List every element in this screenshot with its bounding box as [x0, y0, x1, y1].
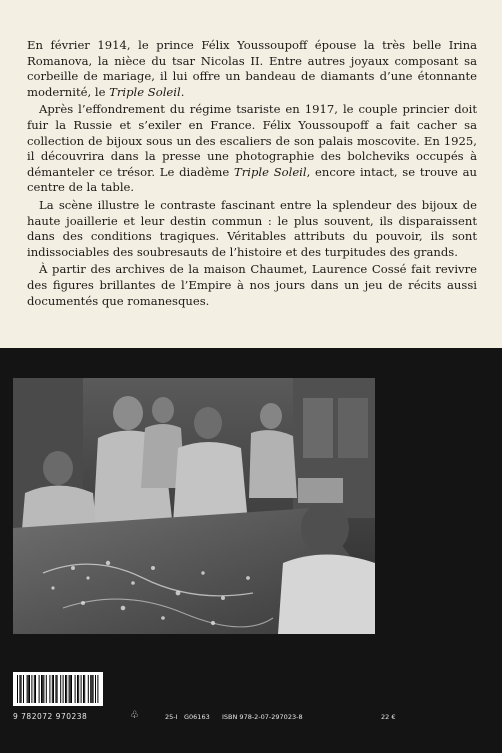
photo-illustration	[13, 378, 375, 634]
blurb-panel	[0, 0, 502, 348]
text-run: , encore intact, se trouve au centre de la table.	[27, 164, 477, 195]
blurb-paragraph-2	[27, 102, 477, 196]
footer-info	[13, 708, 489, 726]
blurb-paragraph-4	[27, 262, 477, 309]
title-italic: Triple Soleil	[109, 84, 181, 99]
barcode-graphic	[13, 672, 103, 706]
price: 22 €	[381, 713, 396, 721]
isbn-number: ISBN 978-2-07-297023-8	[222, 713, 303, 721]
archival-photograph	[13, 378, 375, 634]
catalog-code: 25-I	[165, 713, 178, 721]
blurb-paragraph-3	[27, 198, 477, 260]
text-run: À partir des archives de la maison Chaumet, Laurence Cossé fait revivre des figures brillantes de l’Empire à nos jours dans un jeu de récits aussi documentés que romanesques.	[27, 262, 477, 308]
reference-code: G06163	[184, 713, 210, 721]
text-run: En février 1914, le prince Félix Youssoupoff épouse la très belle Irina Romanova, la nièce du tsar Nicolas II. Entre autres joyaux composant sa corbeille de mariage, il lui offre un bandeau de diamants d’une étonnante modernité, le	[27, 38, 477, 99]
barcode	[13, 672, 103, 706]
text-run: .	[180, 84, 185, 99]
blurb-paragraph-1	[27, 38, 477, 100]
text-run: La scène illustre le contraste fascinant entre la splendeur des bijoux de haute joaillerie et leur destin commun : le plus souvent, ils disparaissent dans des conditions tragiques. Véritables attributs du pouvoir, ils sont indissociables des soubresauts de l’histoire et des turpitudes des grands.	[27, 197, 477, 259]
title-italic: Triple Soleil	[233, 164, 307, 179]
blurb-text	[27, 38, 477, 311]
publisher-logo-icon: ♧	[130, 710, 139, 721]
text-run: Après l’effondrement du régime tsariste en 1917, le couple princier doit fuir la Russie et s’exiler en France. Félix Youssoupoff a fait cacher sa collection de bijoux sous un des escaliers de son palais moscovite. En 1925, il découvrira dans la presse une photographie des bolcheviks occupés à démanteler ce trésor. Le diadème	[27, 102, 477, 179]
ean-number: 9 782072 970238	[13, 712, 88, 721]
